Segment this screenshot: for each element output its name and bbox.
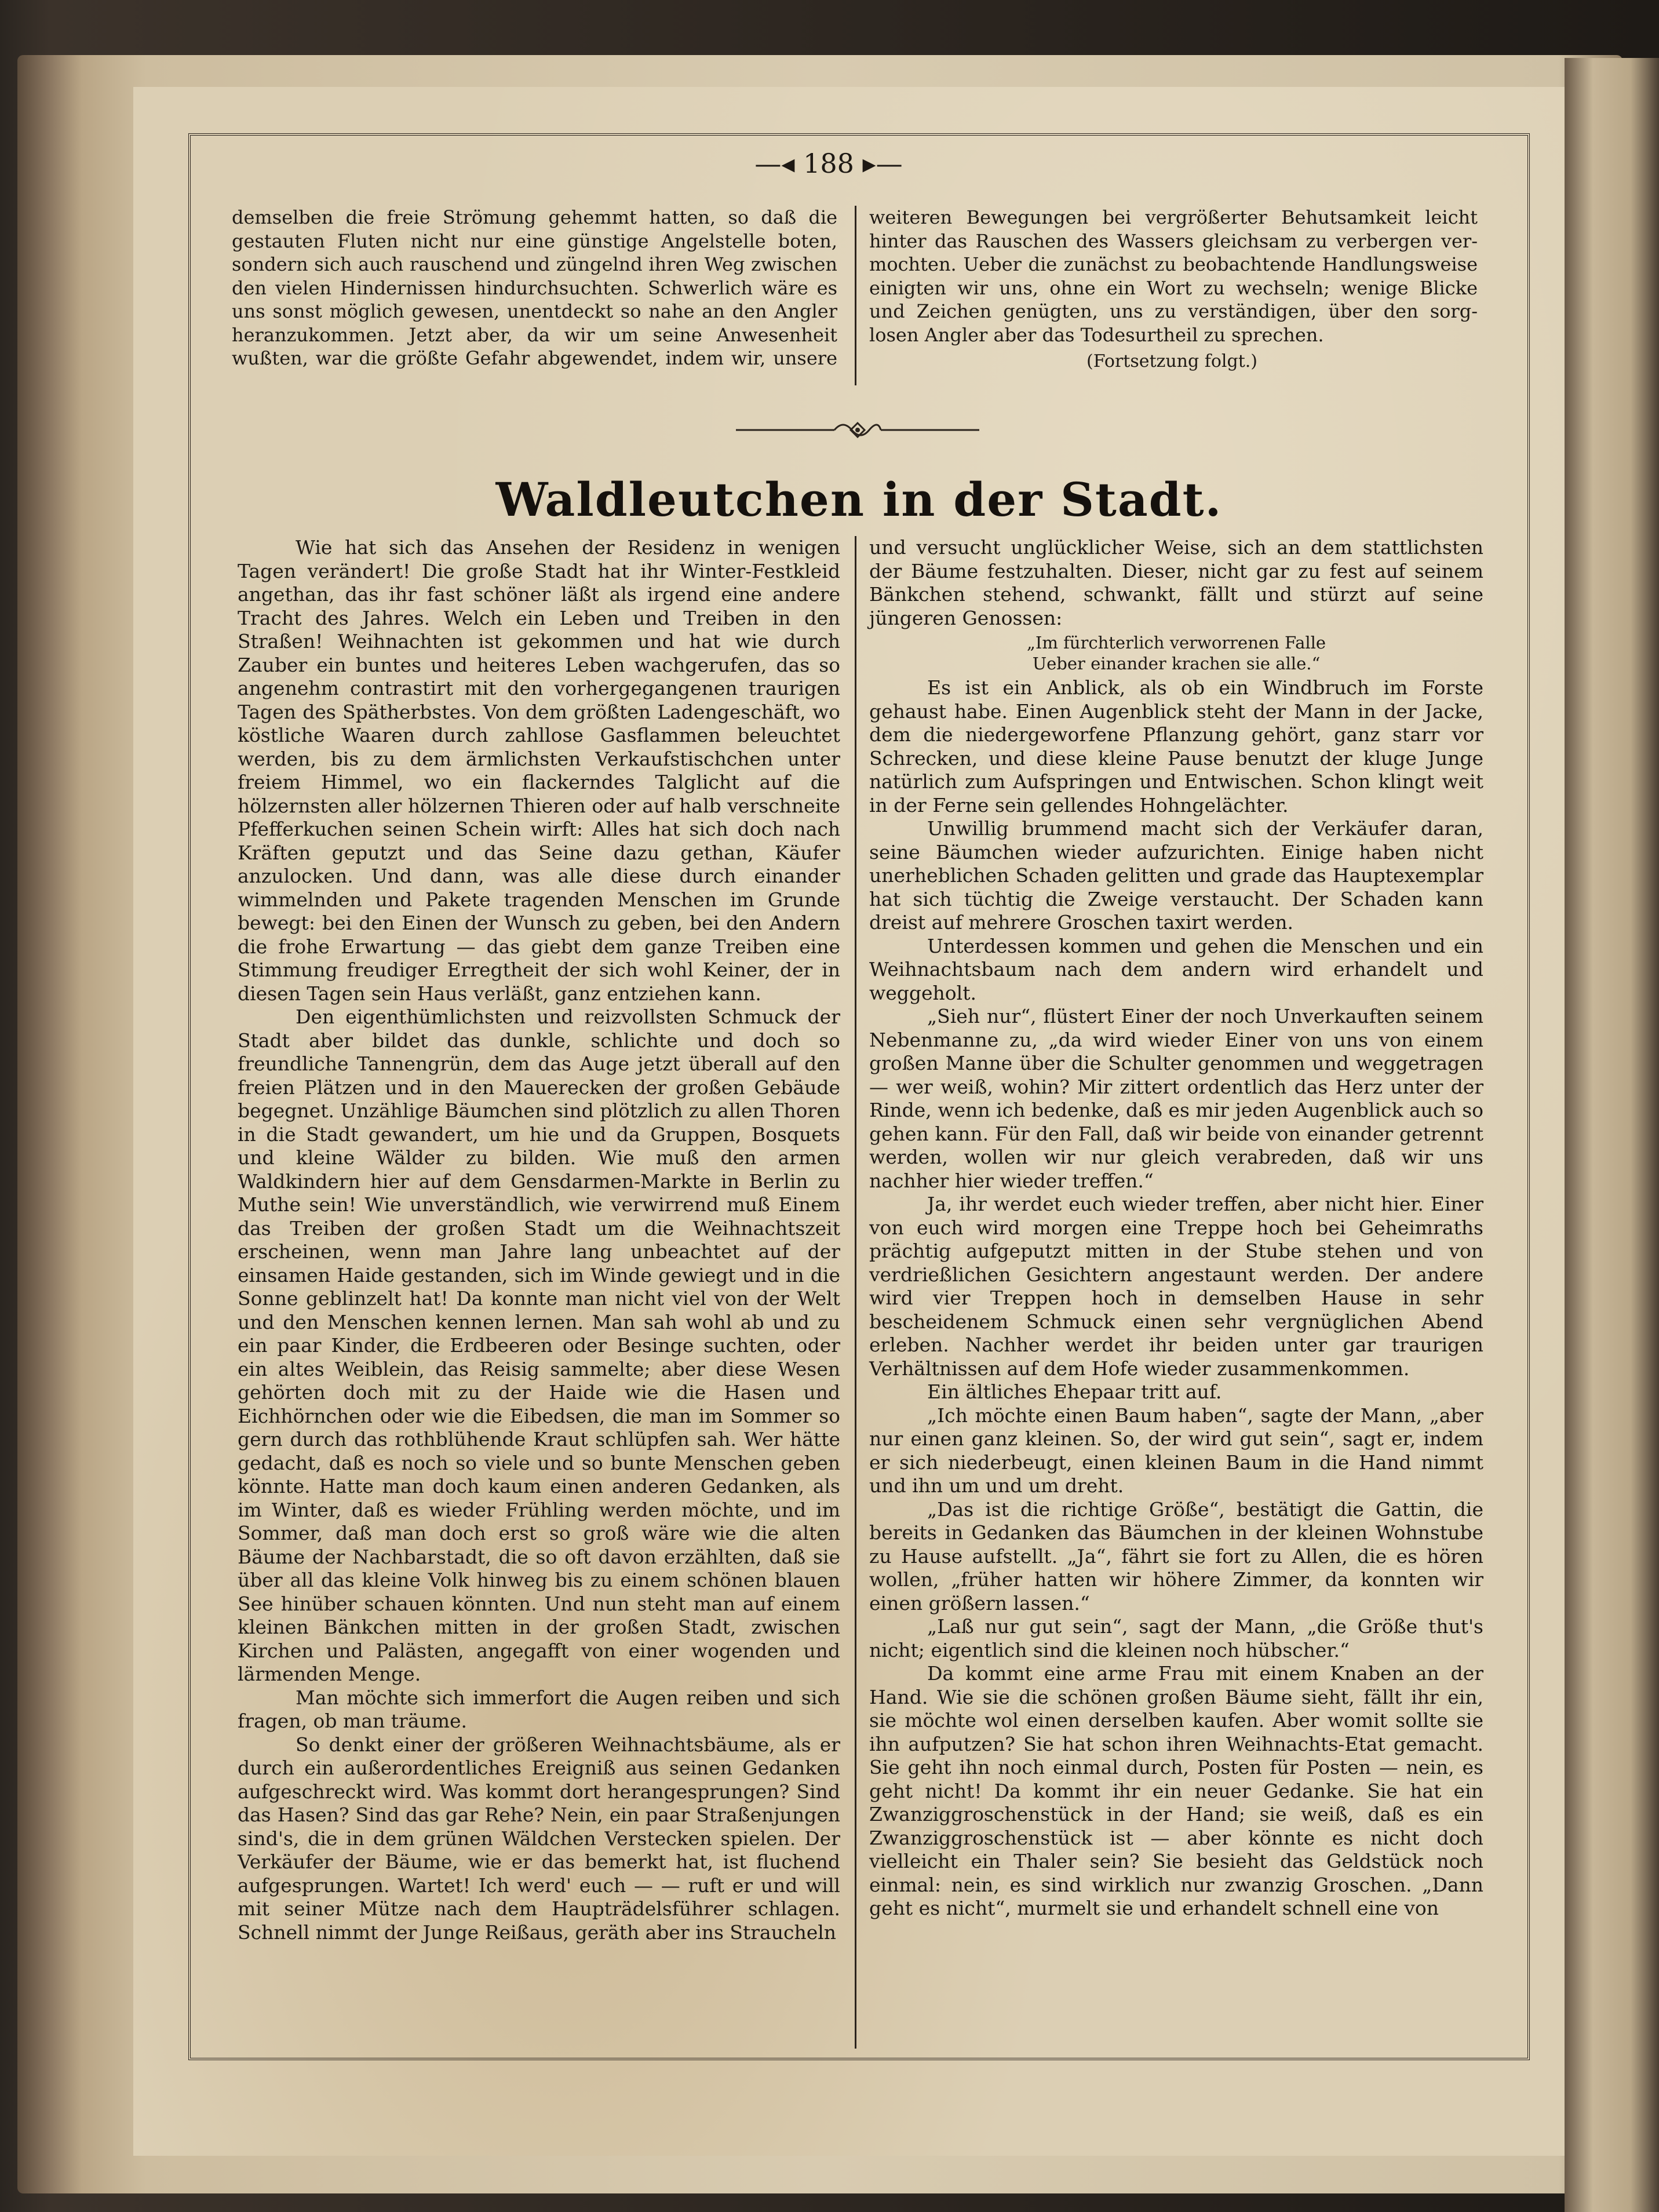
text-line: demselben die freie Strömung gehemmt hatten, so daß die: [232, 206, 837, 228]
text-line: uns sonst möglich gewesen, unentdeckt so nahe an den Angler: [232, 300, 837, 322]
paragraph: „Ich möchte einen Baum haben“, sagte der Mann, „aber nur einen ganz kleinen. So, der wird gut sein“, sagt er, indem er sich niederbeugt, einen kleinen Baum in die Hand nimmt und ihn um und um dreht.: [869, 1404, 1483, 1497]
paragraph: „Sieh nur“, flüstert Einer der noch Unverkauften seinem Nebenmanne zu, „da wird wieder Einer von uns von einem großen Manne über die Schulter genommen und weggetragen — wer weiß, wohin? Mir zittert ordentlich das Herz unter der Rinde, wenn ich bedenke, daß es mir jeden Augenblick auch so gehen kann. Für den Fall, daß wir beide von einander getrennt werden, wollen wir nur gleich verabreden, daß wir uns nachher hier wieder treffen.“: [869, 1005, 1483, 1192]
page-edge: [1565, 58, 1659, 2212]
text-line: den vielen Hindernissen hindurchsuchten. Schwerlich wäre es: [232, 276, 837, 299]
paragraph: Unwillig brummend macht sich der Verkäufer daran, seine Bäumchen wieder aufzurichten. Einige haben nicht unerheblichen Schaden gelitten und grade das Hauptexemplar hat sich tüchtig die Zweige verstaucht. Der Schaden kann dreist auf mehrere Groschen taxirt werden.: [869, 817, 1483, 934]
paragraph: Wie hat sich das Ansehen der Residenz in wenigen Tagen verändert! Die große Stadt hat ihr Winter-Festkleid angethan, das ihr fast schöner läßt als irgend eine andere Tracht des Jahres. Welch ein Leben und Treiben in den Straßen! Weihnachten ist gekommen und hat wie durch Zauber ein buntes und heiteres Leben wachgerufen, das so angenehm contrastirt mit den vorhergegangenen traurigen Tagen des Spätherbstes. Von dem größten Ladengeschäft, wo köstliche Waaren durch zahllose Gasflammen beleuchtet werden, bis zu dem ärmlichsten Verkaufstischchen unter freiem Himmel, wo ein flackerndes Talglicht auf die hölzernsten aller hölzernen Thieren oder auf halb verschneite Pfefferkuchen seinen Schein wirft: Alles hat sich doch nach Kräften geputzt und das Seine dazu gethan, Käufer anzulocken. Und dann, was alle diese durch einander wimmelnden und Pakete tragenden Menschen im Grunde bewegt: bei den Einen der Wunsch zu geben, bei den Andern die frohe Erwartung — das giebt dem ganze Treiben eine Stimmung freudiger Erregtheit der sich wohl Keiner, der in diesen Tagen sein Haus verläßt, ganz entziehen kann.: [238, 536, 840, 1005]
text-line: und Zeichen genügten, uns zu verständigen, über den sorg-: [869, 300, 1478, 322]
text-line: losen Angler aber das Todesurtheil zu sprechen.: [869, 323, 1324, 346]
paragraph: Unterdessen kommen und gehen die Menschen und ein Weihnachtsbaum nach dem andern wird erhandelt und weggeholt.: [869, 934, 1483, 1004]
text-line: sondern sich auch rauschend und züngelnd ihren Weg zwischen: [232, 253, 837, 275]
paragraph: Den eigenthümlichsten und reizvollsten Schmuck der Stadt aber bildet das dunkle, schlichte und doch so freundliche Tannengrün, dem das Auge jetzt überall auf den freien Plätzen und in den Mauerecken der großen Gebäude begegnet. Unzählige Bäumchen sind plötzlich zu allen Thoren in die Stadt gewandert, um hie und da Gruppen, Bosquets und kleine Wälder zu bilden. Wie muß den armen Waldkindern hier auf dem Gensdarmen-Markte in Berlin zu Muthe sein! Wie unverständlich, wie verwirrend muß Einem das Treiben der großen Stadt um die Weihnachtszeit erscheinen, wenn man Jahre lang unbeachtet auf der einsamen Haide gestanden, sich im Winde gewiegt und in die Sonne geblinzelt hat! Da konnte man nicht viel von der Welt und den Menschen kennen lernen. Man sah wohl ab und zu ein paar Kinder, die Erdbeeren oder Besinge suchten, oder ein altes Weiblein, das Reisig sammelte; aber diese Wesen gehörten doch mit zu der Haide wie die Hasen und Eichhörnchen oder wie die Eibedsen, die man im Sommer so gern durch das rothblühende Kraut schlüpfen sah. Wer hätte gedacht, daß es noch so viele und so bunte Menschen geben könnte. Hatte man doch kaum einen anderen Gedanken, als im Winter, daß es wieder Frühling werden möchte, und im Sommer, daß man doch erst so groß wäre wie die alten Bäume der Nachbarstadt, die so oft davon erzählten, daß sie über all das kleine Volk hinweg bis zu einem schönen blauen See hinüber schauen könnten. Und nun steht man auf einem kleinen Bänkchen mitten in der großen Stadt, zwischen Kirchen und Palästen, angegafft von einer wogenden und lärmenden Menge.: [238, 1005, 840, 1685]
page-number-ornament-left: —◂: [754, 148, 804, 179]
text-line: wußten, war die größte Gefahr abgewendet, indem wir, unsere: [232, 347, 837, 369]
text-line: gestauten Fluten nicht nur eine günstige Angelstelle boten,: [232, 229, 837, 252]
top-right-column: [869, 206, 1478, 374]
page-number-text: 188: [803, 148, 854, 179]
article-left-column: [238, 536, 840, 1944]
page-number: [713, 148, 945, 188]
paragraph: Da kommt eine arme Frau mit einem Knaben an der Hand. Wie sie die schönen großen Bäume sieht, fällt ihr ein, sie möchte wol einen derselben kaufen. Aber womit sollte sie ihn aufputzen? Sie hat schon ihren Weihnachts-Etat gemacht. Sie geht ihn noch einmal durch, Posten für Posten — nein, es geht nicht! Da kommt ihr ein neuer Gedanke. Sie hat ein Zwanziggroschenstück in der Hand; sie weiß, daß es ein Zwanziggroschenstück ist — aber könnte es nicht doch vielleicht ein Thaler sein? Sie besieht das Geldstück noch einmal: nein, es sind wirklich nur zwanzig Groschen. „Dann geht es nicht“, murmelt sie und erhandelt schnell eine von: [869, 1662, 1483, 1919]
page-number-ornament-right: ▸—: [854, 148, 903, 179]
verse-quote: [869, 632, 1483, 674]
text-line: hinter das Rauschen des Wassers gleichsam zu verbergen ver-: [869, 229, 1478, 252]
top-column-divider: [855, 206, 856, 385]
paragraph: „Das ist die richtige Größe“, bestätigt die Gattin, die bereits in Gedanken das Bäumchen in der kleinen Wohnstube zu Hause aufstellt. „Ja“, fährt sie fort zu Allen, die es hören wollen, „früher hatten wir höhere Zimmer, da konnten wir einen größern lassen.“: [869, 1497, 1483, 1615]
verse-line: „Im fürchterlich verworrenen Falle: [1026, 633, 1326, 653]
article-column-divider: [855, 536, 856, 2049]
text-line: weiteren Bewegungen bei vergrößerter Behutsamkeit leicht: [869, 206, 1478, 228]
text-line: heranzukommen. Jetzt aber, da wir um seine Anwesenheit: [232, 323, 837, 346]
text-line: einigten wir uns, ohne ein Wort zu wechseln; wenige Blicke: [869, 276, 1478, 299]
article-headline: Waldleutchen in der Stadt.: [495, 472, 1223, 527]
paragraph: So denkt einer der größeren Weihnachtsbäume, als er durch ein außerordentliches Ereigniß aus seinen Gedanken aufgeschreckt wird. Was kommt dort herangesprungen? Sind das Hasen? Sind das gar Rehe? Nein, ein paar Straßenjungen sind's, die in dem grünen Wäldchen Verstecken spielen. Der Verkäufer der Bäume, wie er das bemerkt hat, ist fluchend aufgesprungen. Wartet! Ich werd' euch — — ruft er und will mit seiner Mütze nach dem Haupträdelsführer schlagen. Schnell nimmt der Junge Reißaus, geräth aber ins Straucheln: [238, 1733, 840, 1944]
continued-note: (Fortsetzung folgt.): [1086, 351, 1257, 371]
paragraph: Man möchte sich immerfort die Augen reiben und sich fragen, ob man träume.: [238, 1686, 840, 1732]
top-left-column: [232, 206, 837, 370]
paragraph: Es ist ein Anblick, als ob ein Windbruch im Forste gehaust habe. Einen Augenblick steht der Mann in der Jacke, dem die niedergeworfene Pflanzung gehört, ganz starr vor Schrecken, und diese kleine Pause benutzt der kluge Junge natürlich zum Aufspringen und Entwischen. Schon klingt weit in der Ferne sein gellendes Hohngelächter.: [869, 676, 1483, 817]
paragraph: Ja, ihr werdet euch wieder treffen, aber nicht hier. Einer von euch wird morgen eine Treppe hoch bei Geheimraths prächtig aufgeputzt mitten in der Stube stehen und von verdrießlichen Gesichtern angestaunt werden. Der andere wird vier Treppen hoch in demselben Hause in sehr bescheidenem Schmuck einen sehr vergnüglichen Abend erleben. Nachher werdet ihr beiden unter gar traurigen Verhältnissen auf dem Hofe wieder zusammenkommen.: [869, 1193, 1483, 1380]
text-line: mochten. Ueber die zunächst zu beobachtende Handlungsweise: [869, 253, 1478, 275]
article-right-column: [869, 536, 1483, 1921]
paragraph: Ein ältliches Ehepaar tritt auf.: [927, 1380, 1222, 1403]
verse-line: Ueber einander krachen sie alle.“: [1032, 654, 1321, 673]
right-column-intro: und versucht unglücklicher Weise, sich an dem stattlichsten der Bäume festzuhalten. Dieser, nicht gar zu fest auf seinem Bänkchen stehend, schwankt, fällt und stürzt auf seine jüngeren Genossen:: [869, 536, 1483, 629]
paragraph: „Laß nur gut sein“, sagt der Mann, „die Größe thut's nicht; eigentlich sind die kleinen noch hübscher.“: [869, 1615, 1483, 1661]
section-divider-ornament: [736, 413, 979, 447]
right-column-body: [869, 676, 1483, 1921]
